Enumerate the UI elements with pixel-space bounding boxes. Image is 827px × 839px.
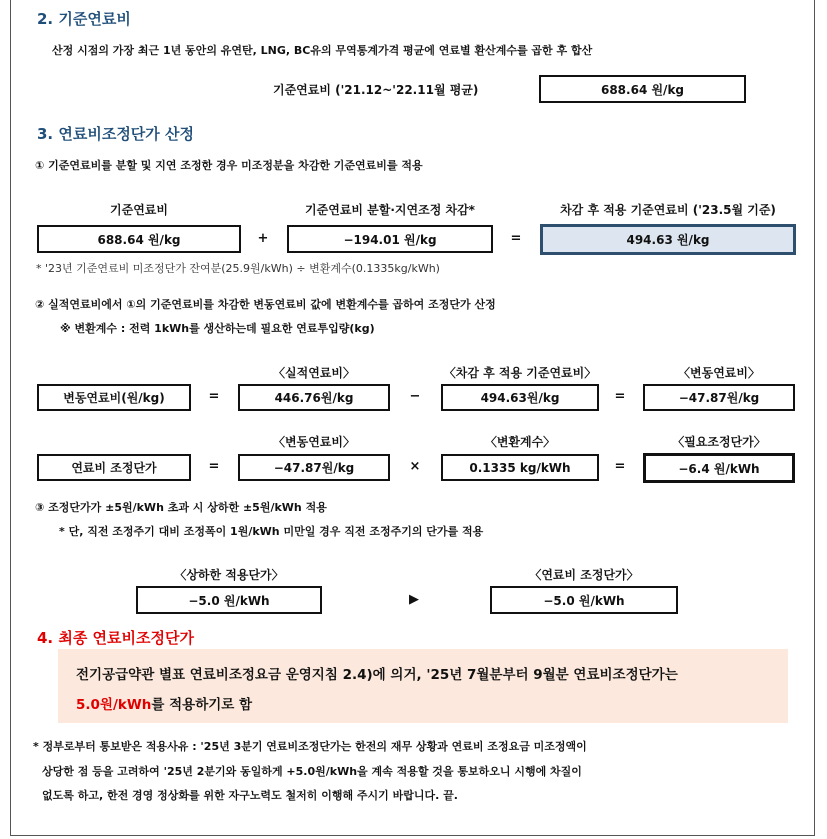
actual-fuel-cost-box: 446.76원/kg	[238, 384, 390, 411]
step-3-note: * 단, 직전 조정주기 대비 조정폭이 1원/kWh 미만일 경우 직전 조정주기의 단가를 적용	[59, 525, 484, 538]
header-variable-fuel-cost: 〈변동연료비〉	[678, 366, 760, 380]
header-applied-base: 차감 후 적용 기준연료비 ('23.5월 기준)	[560, 203, 776, 217]
header-required-unit-price: 〈필요조정단가〉	[672, 435, 766, 449]
applied-base-box: 494.63 원/kg	[540, 224, 796, 255]
equals-operator: =	[510, 231, 522, 246]
step-2-note: ※ 변환계수 : 전력 1kWh를 생산하는데 필요한 연료투입량(kg)	[60, 322, 375, 335]
final-notice-line-2-rest: 를 적용하기로 함	[151, 697, 253, 713]
variable-fuel-cost-box-2: −47.87원/kg	[238, 454, 390, 481]
applied-base-box-2: 494.63원/kg	[441, 384, 599, 411]
equals-operator: =	[614, 389, 626, 404]
section-3-title: 3. 연료비조정단가 산정	[37, 125, 194, 143]
header-conversion-factor: 〈변환계수〉	[484, 435, 556, 449]
base-fuel-cost-box: 688.64 원/kg	[37, 225, 241, 253]
footer-line-3: 없도록 하고, 한전 경영 정상화를 위한 자구노력도 철저히 이행해 주시기 바랍니다. 끝.	[42, 789, 458, 802]
final-notice-box	[58, 649, 788, 723]
section-2-description: 산정 시점의 가장 최근 1년 동안의 유연탄, LNG, BC유의 무역통계가격 평균에 연료별 환산계수를 곱한 후 합산	[52, 44, 593, 57]
footer-line-1: * 정부로부터 통보받은 적용사유 : '25년 3분기 연료비조정단가는 한전의 재무 상황과 연료비 조정요금 미조정액이	[33, 740, 587, 753]
limited-unit-price-box: −5.0 원/kWh	[136, 586, 322, 614]
final-notice-line-1: 전기공급약관 별표 연료비조정요금 운영지침 2.4)에 의거, '25년 7월분부터 9월분 연료비조정단가는	[76, 667, 678, 683]
header-deduction: 기준연료비 분할·지연조정 차감*	[305, 203, 475, 217]
variable-fuel-cost-result-box: −47.87원/kg	[643, 384, 795, 411]
minus-operator: −	[409, 389, 421, 404]
variable-fuel-cost-label-box: 변동연료비(원/kg)	[37, 384, 191, 411]
times-operator: ×	[409, 459, 421, 474]
deduction-footnote: * '23년 기준연료비 미조정단가 잔여분(25.9원/kWh) ÷ 변환계수(0.1335kg/kWh)	[36, 262, 440, 275]
section-4-title: 4. 최종 연료비조정단가	[37, 629, 194, 647]
plus-operator: +	[257, 231, 269, 246]
conversion-factor-box: 0.1335 kg/kWh	[441, 454, 599, 481]
equals-operator: =	[614, 459, 626, 474]
deduction-box: −194.01 원/kg	[287, 225, 493, 253]
step-3-text: ③ 조정단가가 ±5원/kWh 초과 시 상하한 ±5원/kWh 적용	[35, 501, 327, 514]
header-fuel-adjustment-price: 〈연료비 조정단가〉	[529, 568, 639, 582]
header-variable-fuel-cost-2: 〈변동연료비〉	[273, 435, 355, 449]
section-2-title: 2. 기준연료비	[37, 10, 131, 28]
header-actual-fuel-cost: 〈실적연료비〉	[273, 366, 355, 380]
step-2-text: ② 실적연료비에서 ①의 기준연료비를 차감한 변동연료비 값에 변환계수를 곱하여 조정단가 산정	[35, 298, 496, 311]
base-fuel-cost-label: 기준연료비 ('21.12~'22.11월 평균)	[273, 83, 479, 97]
final-notice-line-2	[76, 693, 252, 713]
fuel-adjustment-price-box: −5.0 원/kWh	[490, 586, 678, 614]
final-unit-price: 5.0원/kWh	[76, 697, 152, 713]
header-applied-base-2: 〈차감 후 적용 기준연료비〉	[443, 366, 597, 380]
fuel-adjustment-label-box: 연료비 조정단가	[37, 454, 191, 481]
required-unit-price-box: −6.4 원/kWh	[643, 453, 795, 483]
equals-operator: =	[208, 459, 220, 474]
base-fuel-cost-value: 688.64 원/kg	[539, 75, 746, 103]
equals-operator: =	[208, 389, 220, 404]
header-base-fuel-cost: 기준연료비	[110, 203, 168, 217]
step-1-text: ① 기준연료비를 분할 및 지연 조정한 경우 미조정분을 차감한 기준연료비를 적용	[35, 159, 423, 172]
footer-line-2: 상당한 점 등을 고려하여 '25년 2분기와 동일하게 +5.0원/kWh을 계속 적용할 것을 통보하오니 시행에 차질이	[42, 765, 582, 778]
arrow-icon: ▶	[409, 592, 419, 607]
header-limited-unit-price: 〈상하한 적용단가〉	[174, 568, 284, 582]
